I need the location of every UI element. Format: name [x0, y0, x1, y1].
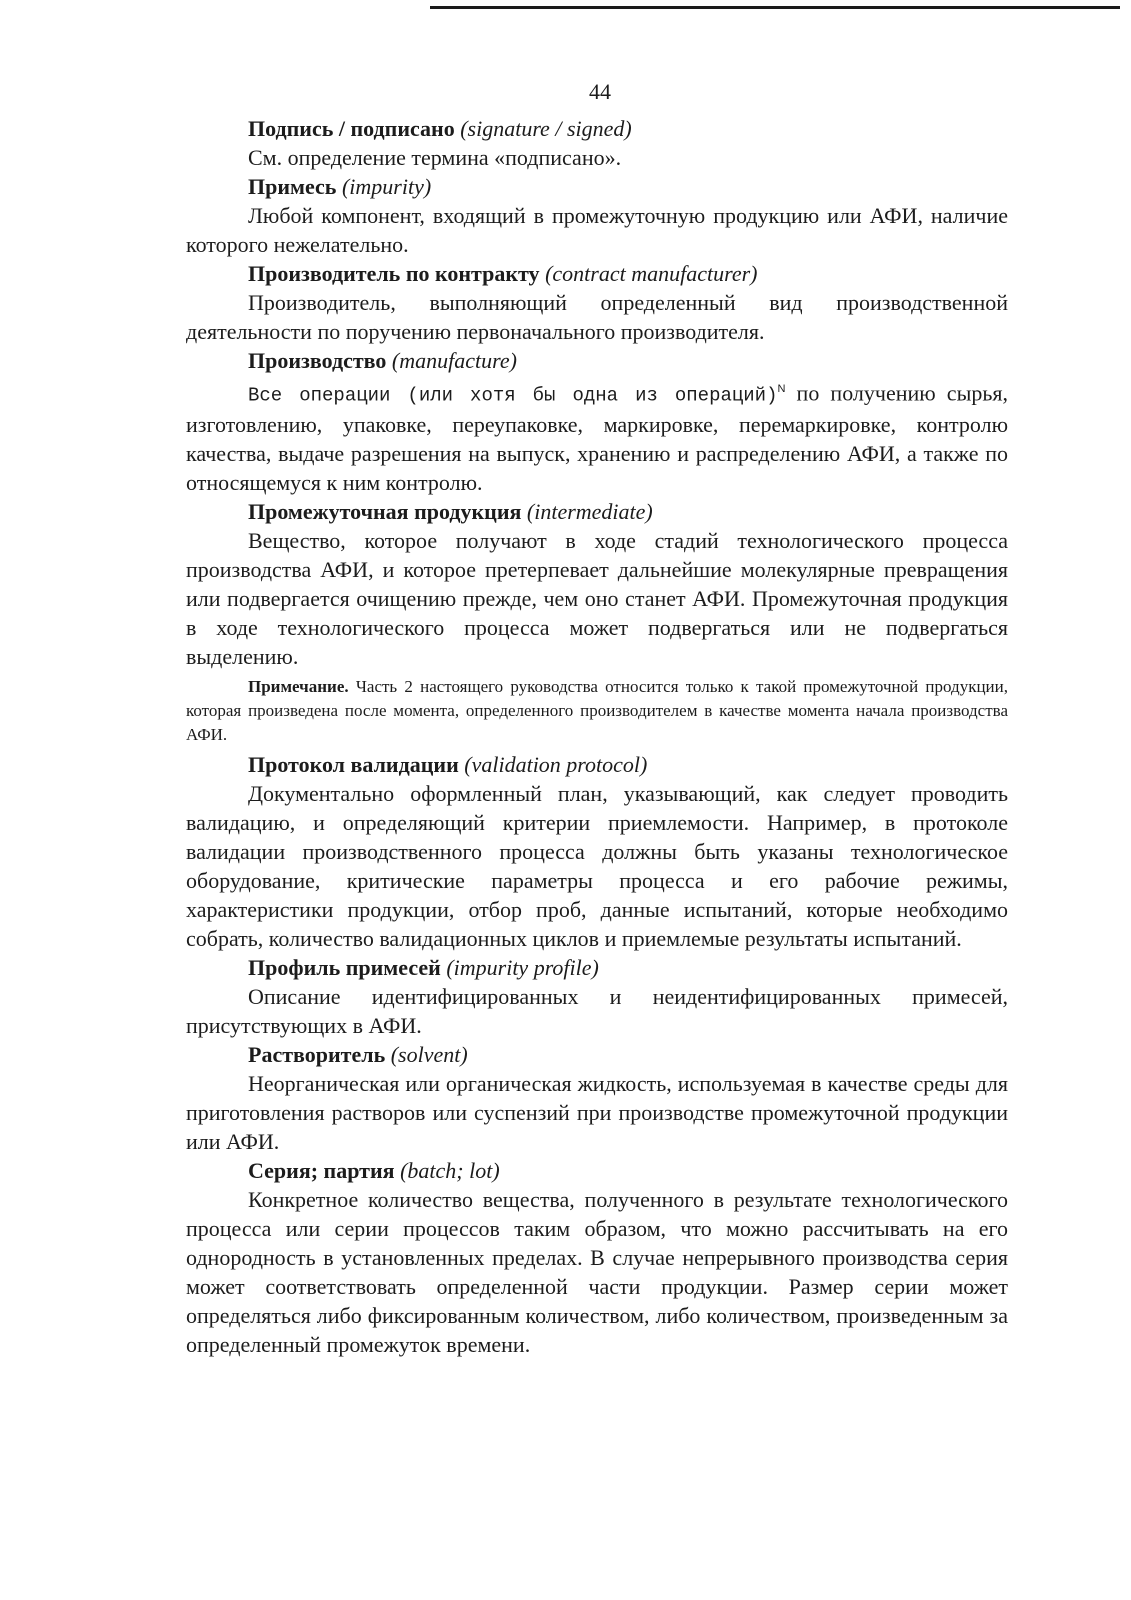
- term-ru: Производитель по контракту: [248, 261, 540, 286]
- definition-rest: по получению сырья, изготовлению, упаковке, переупаковке, маркировке, перемаркировке, контролю качества, выдаче разрешения на выпуск, хранению и распределению АФИ, а также по относящемуся к ним контролю.: [186, 380, 1009, 496]
- term-en: (contract manufacturer): [545, 261, 758, 286]
- term-ru: Растворитель: [248, 1042, 386, 1068]
- term-definition: Описание идентифицированных и неидентифицированных примесей, присутствующих в АФИ.: [186, 984, 1008, 1039]
- term-definition: Документально оформленный план, указывающий, как следует проводить валидацию, и определяющий критерии приемлемости. Например, в протоколе валидации производственного процесса должны быть указаны технологическое оборудование, критические параметры процесса и его рабочие режимы, характеристики продукции, отбор проб, данные испытаний, которые необходимо собрать, количество валидационных циклов и приемлемые результаты испытаний.: [186, 781, 1008, 952]
- term-en: (solvent): [390, 1042, 468, 1068]
- term-ru: Промежуточная продукция: [248, 499, 522, 525]
- term-definition: [186, 375, 1008, 497]
- term-definition: Вещество, которое получают в ходе стадий технологического процесса производства АФИ, и которое претерпевает дальнейшие молекулярные превращения или подвергается очищению прежде, чем оно станет АФИ. Промежуточная продукция в ходе технологического процесса может подвергаться или не подвергаться выделению.: [186, 528, 1008, 670]
- term-en: (validation protocol): [464, 752, 648, 778]
- term-definition: Любой компонент, входящий в промежуточную продукцию или АФИ, наличие которого нежелательно.: [186, 203, 1008, 257]
- term-en: (manufacture): [391, 348, 517, 373]
- term-definition: Конкретное количество вещества, полученного в результате технологического процесса или серии процессов таким образом, что можно рассчитывать на его однородность в установленных пределах. В случае непрерывного производства серия может соответствовать определенной части продукции. Размер серии может определяться либо фиксированным количеством, либо количеством, произведенным за определенный промежуток времени.: [186, 1187, 1008, 1358]
- term-en: (signature / signed): [460, 116, 632, 141]
- term-en: (intermediate): [526, 499, 653, 525]
- term-ru: Производство: [248, 348, 387, 373]
- term-en: (impurity profile): [446, 955, 599, 981]
- term-definition: Производитель, выполняющий определенный вид производственной деятельности по поручению первоначального производителя.: [186, 290, 1008, 344]
- term-ru: Профиль примесей: [248, 955, 441, 981]
- footnote-marker: N: [777, 383, 786, 395]
- term-definition: См. определение термина «подписано».: [248, 145, 622, 170]
- term-en: (batch; lot): [400, 1158, 500, 1184]
- note-label: Примечание.: [248, 677, 349, 697]
- document-body: [186, 114, 1008, 1359]
- term-heading: [186, 750, 1008, 779]
- page-number: 44: [589, 79, 611, 104]
- term-heading: [186, 172, 1008, 201]
- term-heading: [186, 259, 1008, 288]
- term-heading: [186, 497, 1008, 526]
- term-ru: Протокол валидации: [248, 752, 459, 778]
- term-heading: [186, 953, 1008, 982]
- term-ru: Серия; партия: [248, 1158, 395, 1184]
- term-heading: [186, 114, 1008, 143]
- term-heading: [186, 1156, 1008, 1185]
- term-definition: Неорганическая или органическая жидкость, используемая в качестве среды для приготовления растворов или суспензий при производстве промежуточной продукции или АФИ.: [186, 1071, 1008, 1155]
- definition-mono-fragment: Все операции (или хотя бы одна из операций): [248, 384, 778, 407]
- term-heading: [186, 1040, 1008, 1069]
- note: [186, 675, 1008, 747]
- note-text: Часть 2 настоящего руководства относится только к такой промежуточной продукции, которая произведена после момента, определенного производителем в качестве момента начала производства АФИ.: [186, 677, 1008, 745]
- term-en: (impurity): [341, 174, 432, 199]
- term-heading: [186, 346, 1008, 375]
- term-ru: Подпись / подписано: [248, 116, 455, 141]
- top-rule: [430, 6, 1120, 9]
- term-ru: Примесь: [248, 174, 337, 199]
